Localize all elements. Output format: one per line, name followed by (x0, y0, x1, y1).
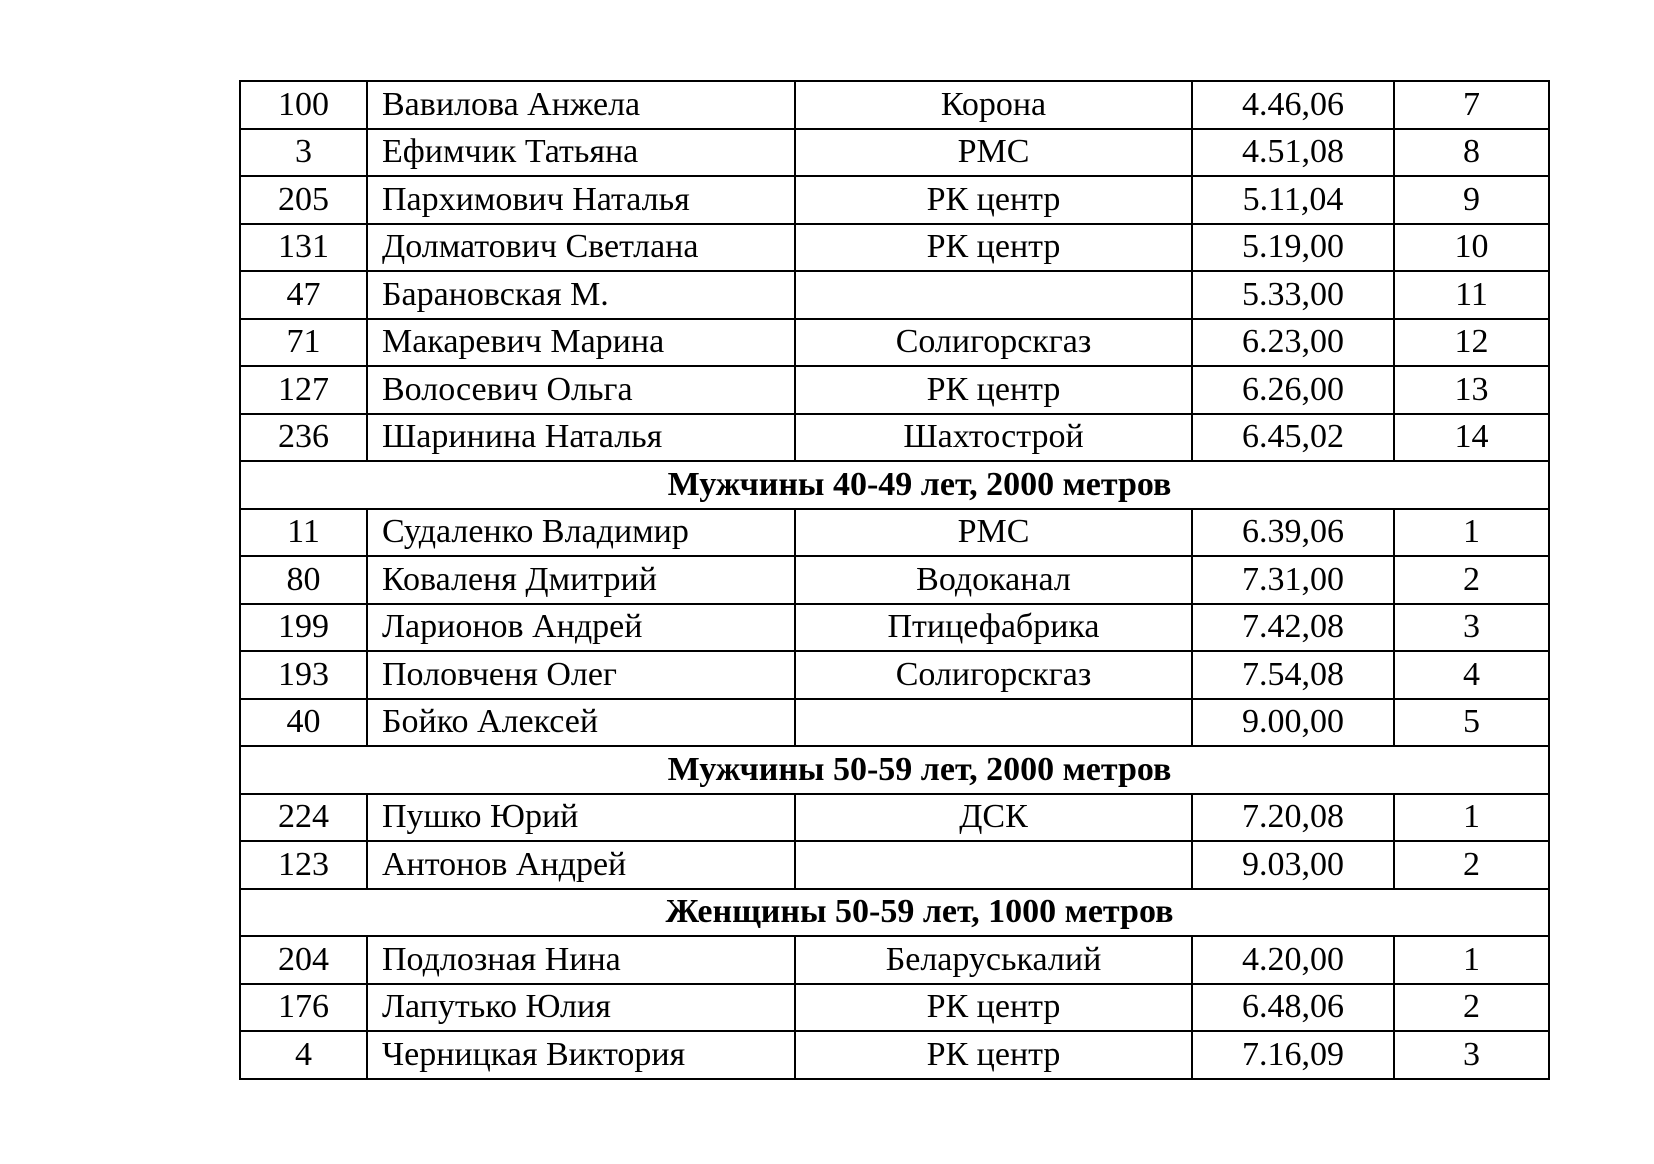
participant-name-cell: Бойко Алексей (367, 699, 795, 747)
result-row (240, 936, 1549, 984)
category-heading-row (240, 889, 1549, 937)
participant-name-cell: Половченя Олег (367, 651, 795, 699)
bib-number-cell: 80 (240, 556, 367, 604)
place-cell: 2 (1394, 984, 1549, 1032)
place-cell: 2 (1394, 841, 1549, 889)
club-cell: РК центр (795, 1031, 1192, 1079)
result-row (240, 366, 1549, 414)
club-cell: РК центр (795, 176, 1192, 224)
place-cell: 2 (1394, 556, 1549, 604)
participant-name-cell: Пушко Юрий (367, 794, 795, 842)
bib-number-cell: 199 (240, 604, 367, 652)
result-row (240, 224, 1549, 272)
club-cell: РК центр (795, 366, 1192, 414)
result-row (240, 841, 1549, 889)
result-row (240, 414, 1549, 462)
place-cell: 3 (1394, 604, 1549, 652)
club-cell: РК центр (795, 224, 1192, 272)
participant-name-cell: Волосевич Ольга (367, 366, 795, 414)
bib-number-cell: 4 (240, 1031, 367, 1079)
place-cell: 1 (1394, 794, 1549, 842)
category-heading: Мужчины 40-49 лет, 2000 метров (240, 461, 1549, 509)
finish-time-cell: 6.39,06 (1192, 509, 1394, 557)
participant-name-cell: Ефимчик Татьяна (367, 129, 795, 177)
club-cell: Водоканал (795, 556, 1192, 604)
participant-name-cell: Антонов Андрей (367, 841, 795, 889)
place-cell: 14 (1394, 414, 1549, 462)
club-cell: Шахтострой (795, 414, 1192, 462)
finish-time-cell: 7.20,08 (1192, 794, 1394, 842)
bib-number-cell: 204 (240, 936, 367, 984)
bib-number-cell: 123 (240, 841, 367, 889)
result-row (240, 271, 1549, 319)
club-cell: Солигорскгаз (795, 319, 1192, 367)
participant-name-cell: Макаревич Марина (367, 319, 795, 367)
finish-time-cell: 7.42,08 (1192, 604, 1394, 652)
club-cell (795, 841, 1192, 889)
bib-number-cell: 176 (240, 984, 367, 1032)
finish-time-cell: 7.54,08 (1192, 651, 1394, 699)
place-cell: 1 (1394, 509, 1549, 557)
category-heading: Женщины 50-59 лет, 1000 метров (240, 889, 1549, 937)
result-row (240, 1031, 1549, 1079)
result-row (240, 81, 1549, 129)
finish-time-cell: 4.51,08 (1192, 129, 1394, 177)
bib-number-cell: 3 (240, 129, 367, 177)
finish-time-cell: 7.31,00 (1192, 556, 1394, 604)
finish-time-cell: 5.19,00 (1192, 224, 1394, 272)
club-cell: Беларуськалий (795, 936, 1192, 984)
category-heading-row (240, 461, 1549, 509)
place-cell: 7 (1394, 81, 1549, 129)
finish-time-cell: 6.23,00 (1192, 319, 1394, 367)
bib-number-cell: 40 (240, 699, 367, 747)
place-cell: 8 (1394, 129, 1549, 177)
finish-time-cell: 6.26,00 (1192, 366, 1394, 414)
club-cell: Птицефабрика (795, 604, 1192, 652)
participant-name-cell: Черницкая Виктория (367, 1031, 795, 1079)
place-cell: 11 (1394, 271, 1549, 319)
result-row (240, 984, 1549, 1032)
finish-time-cell: 6.45,02 (1192, 414, 1394, 462)
club-cell: РК центр (795, 984, 1192, 1032)
club-cell: ДСК (795, 794, 1192, 842)
place-cell: 5 (1394, 699, 1549, 747)
bib-number-cell: 47 (240, 271, 367, 319)
place-cell: 12 (1394, 319, 1549, 367)
participant-name-cell: Барановская М. (367, 271, 795, 319)
results-body (240, 81, 1549, 1079)
bib-number-cell: 100 (240, 81, 367, 129)
finish-time-cell: 6.48,06 (1192, 984, 1394, 1032)
result-row (240, 604, 1549, 652)
participant-name-cell: Подлозная Нина (367, 936, 795, 984)
bib-number-cell: 71 (240, 319, 367, 367)
club-cell: Солигорскгаз (795, 651, 1192, 699)
club-cell: Корона (795, 81, 1192, 129)
place-cell: 10 (1394, 224, 1549, 272)
participant-name-cell: Долматович Светлана (367, 224, 795, 272)
place-cell: 4 (1394, 651, 1549, 699)
finish-time-cell: 5.33,00 (1192, 271, 1394, 319)
bib-number-cell: 193 (240, 651, 367, 699)
finish-time-cell: 9.00,00 (1192, 699, 1394, 747)
club-cell (795, 271, 1192, 319)
club-cell: РМС (795, 509, 1192, 557)
participant-name-cell: Ларионов Андрей (367, 604, 795, 652)
finish-time-cell: 9.03,00 (1192, 841, 1394, 889)
bib-number-cell: 224 (240, 794, 367, 842)
result-row (240, 176, 1549, 224)
result-row (240, 699, 1549, 747)
finish-time-cell: 7.16,09 (1192, 1031, 1394, 1079)
bib-number-cell: 236 (240, 414, 367, 462)
result-row (240, 319, 1549, 367)
place-cell: 13 (1394, 366, 1549, 414)
results-table (239, 80, 1550, 1080)
finish-time-cell: 4.46,06 (1192, 81, 1394, 129)
result-row (240, 651, 1549, 699)
place-cell: 9 (1394, 176, 1549, 224)
participant-name-cell: Судаленко Владимир (367, 509, 795, 557)
place-cell: 3 (1394, 1031, 1549, 1079)
bib-number-cell: 127 (240, 366, 367, 414)
bib-number-cell: 205 (240, 176, 367, 224)
category-heading-row (240, 746, 1549, 794)
result-row (240, 129, 1549, 177)
category-heading: Мужчины 50-59 лет, 2000 метров (240, 746, 1549, 794)
participant-name-cell: Вавилова Анжела (367, 81, 795, 129)
result-row (240, 794, 1549, 842)
club-cell: РМС (795, 129, 1192, 177)
result-row (240, 509, 1549, 557)
bib-number-cell: 11 (240, 509, 367, 557)
finish-time-cell: 4.20,00 (1192, 936, 1394, 984)
participant-name-cell: Коваленя Дмитрий (367, 556, 795, 604)
participant-name-cell: Лапутько Юлия (367, 984, 795, 1032)
place-cell: 1 (1394, 936, 1549, 984)
result-row (240, 556, 1549, 604)
club-cell (795, 699, 1192, 747)
participant-name-cell: Шаринина Наталья (367, 414, 795, 462)
participant-name-cell: Пархимович Наталья (367, 176, 795, 224)
finish-time-cell: 5.11,04 (1192, 176, 1394, 224)
bib-number-cell: 131 (240, 224, 367, 272)
